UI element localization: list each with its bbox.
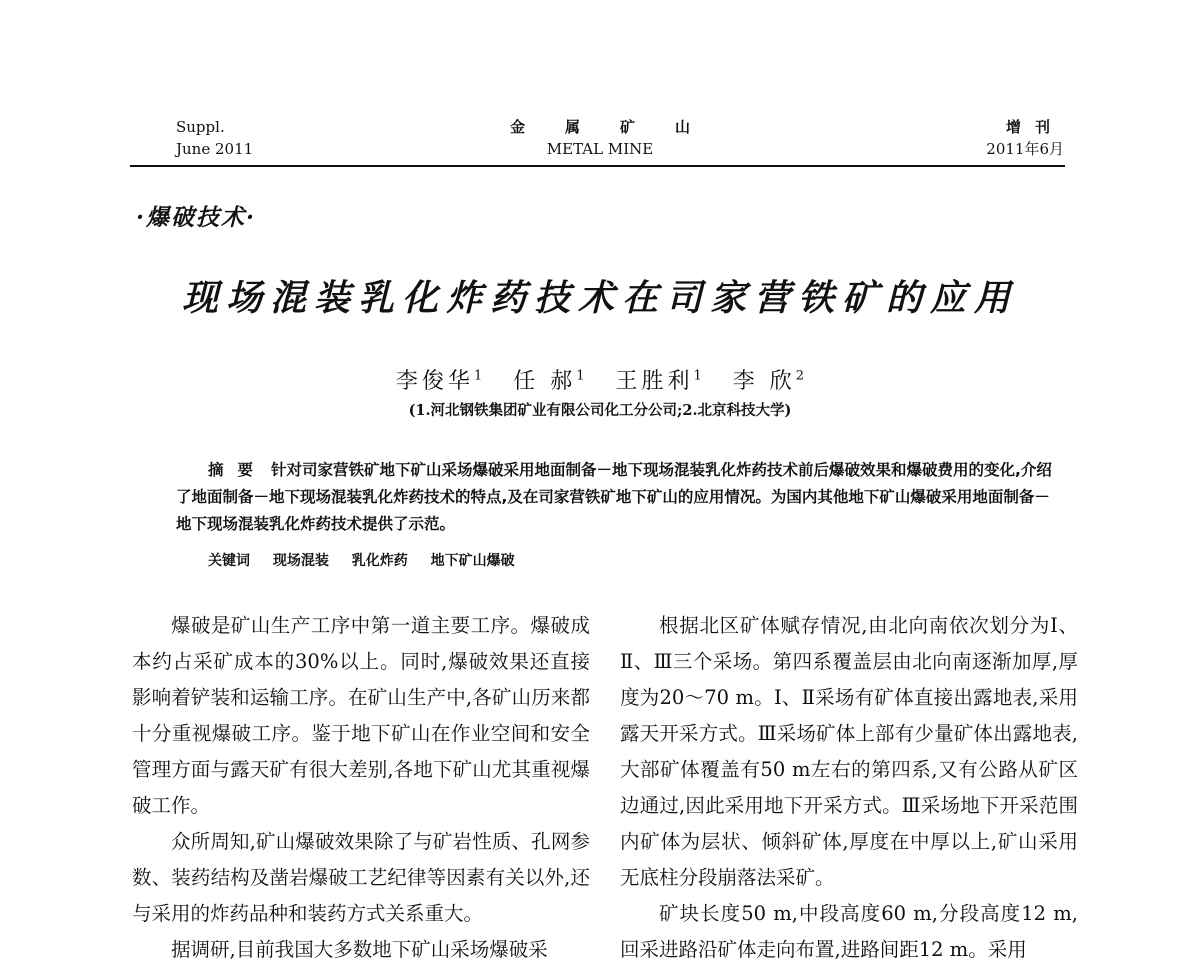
supplement-label-cn: 增刊 (1005, 118, 1064, 136)
header-rule (130, 165, 1065, 167)
author (513, 369, 584, 394)
keyword: 乳化炸药 (351, 553, 408, 569)
author-name: 王胜利 (615, 369, 694, 395)
abstract-label: 摘要 (208, 461, 268, 479)
body-paragraph: 据调研,目前我国大多数地下矿山采场爆破采 (171, 938, 548, 961)
author-list (200, 362, 1000, 397)
body-paragraph: 爆破是矿山生产工序中第一道主要工序。爆破成本约占采矿成本的30%以上。同时,爆破效果还直接影响着铲装和运输工序。在矿山生产中,各矿山历来都十分重视爆破工序。鉴于地下矿山在作业空间和安全管理方面与露天矿有很大差别,各地下矿山尤其重视爆破工作。 (132, 614, 590, 817)
body-column-left (132, 608, 590, 968)
author-affil-mark: 2 (795, 369, 805, 384)
keywords (208, 549, 1048, 573)
keywords-label: 关键词 (208, 553, 250, 569)
author-affil-mark: 1 (576, 369, 585, 384)
body-paragraph: 众所周知,矿山爆破效果除了与矿岩性质、孔网参数、装药结构及凿岩爆破工艺纪律等因素有关以外,还与采用的炸药品种和装药方式关系重大。 (132, 830, 590, 925)
author-name: 李 欣 (732, 369, 796, 395)
author-name: 任 郝 (513, 369, 577, 395)
section-tag: ·爆破技术· (136, 204, 257, 231)
journal-name-cn: 金属矿山 (509, 118, 730, 136)
affiliations: (1.河北钢铁集团矿业有限公司化工分公司;2.北京科技大学) (408, 402, 792, 419)
journal-issue-cn (900, 116, 1064, 160)
abstract (176, 457, 1056, 538)
journal-name (450, 116, 750, 160)
journal-issue-en (176, 116, 253, 160)
author (733, 369, 804, 394)
body-paragraph: 矿块长度50 m,中段高度60 m,分段高度12 m,回采进路沿矿体走向布置,进路间距12 m。采用 (620, 902, 1078, 961)
author-affil-mark: 1 (693, 369, 702, 384)
author (616, 369, 702, 394)
journal-name-en: METAL MINE (546, 140, 654, 158)
abstract-text: 针对司家营铁矿地下矿山采场爆破采用地面制备－地下现场混装乳化炸药技术前后爆破效果和爆破费用的变化,介绍了地面制备－地下现场混装乳化炸药技术的特点,及在司家营铁矿地下矿山的应用情况。为国内其他地下矿山爆破采用地面制备－地下现场混装乳化炸药技术提供了示范。 (176, 461, 1052, 533)
author (396, 369, 482, 394)
keyword: 地下矿山爆破 (430, 553, 515, 569)
keyword: 现场混装 (272, 553, 329, 569)
supplement-label: Suppl. (176, 118, 225, 136)
author-affil-mark: 1 (473, 369, 483, 384)
body-paragraph: 根据北区矿体赋存情况,由北向南依次划分为Ⅰ、Ⅱ、Ⅲ三个采场。第四系覆盖层由北向南逐渐加厚,厚度为20～70 m。Ⅰ、Ⅱ采场有矿体直接出露地表,采用露天开采方式。Ⅲ采场矿体上部有少量矿体出露地表,大部矿体覆盖有50 m左右的第四系,又有公路从矿区边通过,因此采用地下开采方式。Ⅲ采场地下开采范围内矿体为层状、倾斜矿体,厚度在中厚以上,矿山采用无底柱分段崩落法采矿。 (620, 614, 1078, 889)
author-name: 李俊华 (395, 369, 474, 395)
issue-date-en: June 2011 (176, 140, 254, 158)
issue-date-cn: 2011年6月 (986, 140, 1064, 158)
body-column-right (620, 608, 1078, 968)
paper-title: 现场混装乳化炸药技术在司家营铁矿的应用 (181, 277, 1018, 319)
